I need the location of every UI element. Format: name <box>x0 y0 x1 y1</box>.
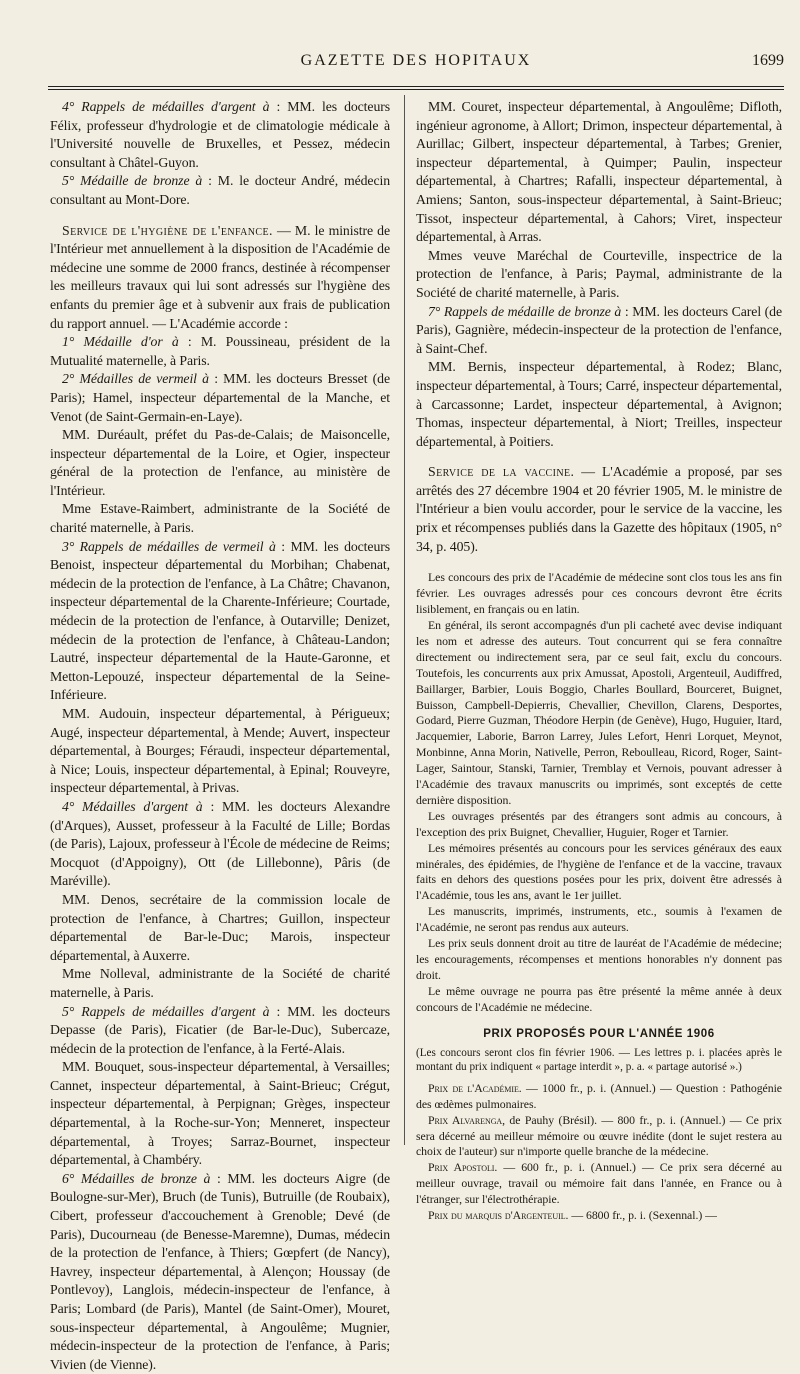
paragraph-label: 6° Médailles de bronze à <box>62 1170 211 1186</box>
paragraph-text: MM. Denos, secrétaire de la commission locale de protection de l'enfance, à Chartres; Guillon, inspecteur départemental de Bar-le-Duc; Marois, inspecteur départemental, à Auxerre. <box>50 891 390 963</box>
header-rule-top <box>48 86 784 87</box>
prize-text: — 600 fr., p. i. (Annuel.) — Ce prix sera décerné au meilleur ouvrage, travail ou mémoire fait dans l'année, en France ou à l'étranger, sur l'électrothérapie. <box>416 1160 782 1207</box>
right-column <box>416 98 782 1223</box>
section-heading: Service de l'hygiène de l'enfance. <box>62 222 273 238</box>
paragraph-text: Mme Estave-Raimbert, administrante de la Société de charité maternelle, à Paris. <box>50 501 390 536</box>
paragraph-text: : MM. les docteurs Carel (de Paris), Gagnière, médecin-inspecteur de la protection de l'enfance, à Saint-Chef. <box>416 303 782 356</box>
rule-paragraph: Le même ouvrage ne pourra pas être présenté la même année à deux concours de l'Académie ne médecine. <box>416 983 782 1014</box>
rule-paragraph: Les prix seuls donnent droit au titre de lauréat de l'Académie de médecine; les encouragements, récompenses et mentions honorables n'y donnent pas droit. <box>416 936 782 982</box>
left-column <box>50 98 391 1372</box>
rule-paragraph: Les mémoires présentés au concours pour les services généraux des eaux minérales, des épidémies, de l'hygiène de l'enfance et de la vaccine, travaux faits en dehors des questions posées pour les prix, doivent être adressés à l'Académie, tous les ans, avant le 1er juillet. <box>416 840 782 903</box>
paragraph-text: MM. Audouin, inspecteur départemental, à Périgueux; Augé, inspecteur départemental, à Mende; Auvert, inspecteur départemental, à Bourges; Féraudi, inspecteur départemental, à Nice; Louis, inspecteur départemental, à Epinal; Rouveyre, inspecteur départemental, à Privas. <box>50 706 390 796</box>
paragraph-label: 5° Médaille de bronze à <box>62 173 203 189</box>
prize-name: Prix de l'Académie. <box>428 1080 522 1095</box>
contest-rules <box>416 570 782 1015</box>
running-title: GAZETTE DES HOPITAUX <box>300 52 532 69</box>
paragraph-text: : MM. les docteurs Félix, professeur d'hydrologie et de climatologie médicale à l'Université nouvelle de Bruxelles, et Pessez, médecin consultant à Châtel-Guyon. <box>50 99 391 170</box>
section-heading: Service de la vaccine. <box>428 464 575 480</box>
prize-text: — 1000 fr., p. i. (Annuel.) — Question : Pathogénie des œdèmes pulmonaires. <box>416 1080 782 1111</box>
paragraph-label: 3° Rappels de médailles de vermeil à <box>62 538 276 554</box>
paragraph-label: 7° Rappels de médaille de bronze à <box>428 303 622 319</box>
page-header <box>48 52 784 76</box>
paragraph-text: — L'Académie a proposé, par ses arrêtés des 27 décembre 1904 et 20 février 1905, M. le ministre de l'Intérieur a bien voulu accorder, pour le service de la vaccine, les prix et récompenses publiés dans la Gazette des hôpitaux (1905, n° 34, p. 405). <box>416 464 782 554</box>
paragraph-label: 1° Médaille d'or à <box>62 334 179 350</box>
paragraph-text: MM. Duréault, préfet du Pas-de-Calais; de Maisoncelle, inspecteur départemental de la Loire, et Ogier, inspecteur général de la protection de l'enfance, au ministère de l'Intérieur. <box>50 427 390 498</box>
prize-name: Prix Alvarenga, <box>428 1112 506 1127</box>
rule-paragraph: Les manuscrits, imprimés, instruments, etc., soumis à l'examen de l'Académie, ne seront pas rendus aux auteurs. <box>416 904 782 935</box>
paragraph-text: : MM. les docteurs Benoist, inspecteur départemental du Morbihan; Chabenat, médecin de la protection de l'enfance, à La Châtre; Chavanon, inspecteur départemental de la Charente-Inférieure; Courtade, médecin de la protection de l'enfance, à Outarville; Denizet, médecin de la protection de l'enfance, à Château-Landon; Lautré, inspecteur départemental de la Haute-Garonne, et Metton-Lepouzé, inspecteur départemental de la Seine-Inférieure. <box>50 538 391 703</box>
paragraph-text: — M. le ministre de l'Intérieur met annuellement à la disposition de l'Académie de médecine une somme de 2000 francs, destinée à récompenser les meilleurs travaux qui lui sont adressés sur l'hygiène des enfants du premier âge et à subvenir aux frais de publication du rapport annuel. — L'Académie accorde : <box>50 222 390 331</box>
rule-paragraph: Les ouvrages présentés par des étrangers sont admis au concours, à l'exception des prix Buignet, Chevallier, Huguier, Roger et Tarnier. <box>416 808 782 839</box>
prizes-section-title: PRIX PROPOSÉS POUR L'ANNÉE 1906 <box>483 1027 715 1040</box>
paragraph-label: 5° Rappels de médailles d'argent à <box>62 1003 270 1019</box>
paragraph-text: : MM. les docteurs Depasse (de Paris), Ficatier (de Bar-le-Duc), Subercaze, médecin de la protection de l'enfance, à la Ferté-Alais. <box>50 1003 391 1056</box>
prize-name: Prix du marquis d'Argenteuil. <box>428 1208 569 1223</box>
paragraph-text: : MM. les docteurs Bresset (de Paris); Hamel, inspecteur départemental de la Manche, et Venot (de Saint-Germain-en-Laye). <box>50 371 390 424</box>
paragraph-text: : M. Poussineau, président de la Mutualité maternelle, à Paris. <box>50 334 390 368</box>
paragraph-text: MM. Couret, inspecteur départemental, à Angoulême; Difloth, ingénieur agronome, à Allort; Drimon, inspecteur départemental, à Aurillac; Gilbert, inspecteur départemental, à Tarbes; Grenier, inspecteur départemental, à Quimper; Paulin, inspecteur départemental, à Chartres; Rafalli, inspecteur départemental, à Amiens; Santon, sous-inspecteur départemental, à Saint-Brieuc; Tissot, inspecteur départemental, à Cahors; Viret, inspecteur départemental, à Arras. <box>416 99 782 245</box>
header-rule-bottom <box>48 89 784 90</box>
paragraph-label: 2° Médailles de vermeil à <box>62 371 209 387</box>
paragraph-text: : MM. les docteurs Aigre (de Boulogne-sur-Mer), Bruch (de Tunis), Butruille (de Roubaix), Cibert, professeur d'accouchement à Grenoble; Devé (de Paris), Ducourneau (de Benesse-Maremne), Dumas, médecin de la protection de l'enfance, à Thiers; Gœpfert (de Nancy), Havrey, inspecteur départemental, à Alençon; Houssay (de Pontlevoy), Langlois, médecin-inspecteur de l'enfance, à Paris; Lombard (de Paris), Mantel (de Saint-Omer), Mouret, sous-inspecteur départemental, à Angoulême; Mugnier, médecin-inspecteur de la protection de l'enfance, à Paris; Vivien (de Vienne). <box>50 1170 391 1372</box>
paragraph-text: Mmes veuve Maréchal de Courteville, inspectrice de la protection de l'enfance, à Paris; Paymal, administrante de la Société de charité maternelle, à Paris. <box>416 247 782 300</box>
paragraph-text: MM. Bernis, inspecteur départemental, à Rodez; Blanc, inspecteur départemental, à Tours; Carré, inspecteur départemental, à Carcassonne; Lardet, inspecteur départemental, à Avignon; Thomas, inspecteur départemental, à Niort; Treilles, inspecteur départemental, à Poitiers. <box>416 359 782 449</box>
column-divider <box>404 95 405 1145</box>
paragraph-label: 4° Rappels de médailles d'argent à <box>62 99 270 114</box>
paragraph-text: MM. Bouquet, sous-inspecteur départemental, à Versailles; Cannet, inspecteur départemental, à Saint-Brieuc; Crégut, inspecteur départemental, à Perpignan; Grèges, inspecteur départemental, à la Roche-sur-Yon; Menneret, inspecteur départemental, à Troyes; Sarraz-Bournet, inspecteur départemental, à Chambéry. <box>50 1059 390 1168</box>
paragraph-text: Mme Nolleval, administrante de la Société de charité maternelle, à Paris. <box>50 966 390 1000</box>
page-number: 1699 <box>752 52 784 69</box>
prize-text: de Pauhy (Brésil). — 800 fr., p. i. (Annuel.) — Ce prix sera décerné au meilleur mémoire ou œuvre inédite (dont le sujet restera au choix de l'auteur) sur n'importe quelle branche de la médecine. <box>416 1112 782 1159</box>
paragraph-text: : MM. les docteurs Alexandre (d'Arques), Ausset, professeur à la Faculté de Lille; Bordas (de Paris), Lajoux, professeur à l'École de médecine de Reims; Mocquot (d'Appoigny), Ott (de Lillebonne), Pâris (de Maréville). <box>50 798 390 889</box>
prize-name: Prix Apostoli. <box>428 1160 498 1175</box>
paragraph-text: : M. le docteur André, médecin consultant au Mont-Dore. <box>50 173 390 207</box>
rule-paragraph: Les concours des prix de l'Académie de médecine sont clos tous les ans fin février. Les ouvrages adressés pour ces concours devront être écrits lisiblement, en français ou en latin. <box>416 570 782 617</box>
rule-paragraph: En général, ils seront accompagnés d'un pli cacheté avec devise indiquant les nom et adresse des auteurs. Tout concurrent qui se fera connaître directement ou indirectement sera, par ce seul fait, exclu du concours. Toutefois, les concurrents aux prix Amussat, Apostoli, Argenteuil, Audiffred, Baillarger, Barbier, Louis Boggio, Charles Boullard, Bourceret, Buignet, Buisson, Campbell-Depierris, Chevallier, Chevillon, Clarens, Desportes, Godard, Pierre Guzman, Théodore Herpin (de Genève), Hugo, Huguier, Itard, Jacquemier, Laborie, Barron Larrey, Jules Lefort, Henri Lorquet, Meynot, Monbinne, Anna Morin, Nativelle, Perron, Reboulleau, Ricord, Roger, Saint-Lager, Saintour, Stanski, Tarnier, Tremblay et Vernois, pouvant adresser à l'Académie des travaux manuscrits ou imprimés, sont exceptés de cette dernière disposition. <box>416 617 782 807</box>
paragraph-label: 4° Médailles d'argent à <box>62 798 203 814</box>
prizes-note: (Les concours seront clos fin février 1906. — Les lettres p. i. placées après le montant du prix indiquent « partage interdit », p. a. « partage autorisé ».) <box>416 1046 782 1074</box>
prize-text: — 6800 fr., p. i. (Sexennal.) — <box>568 1208 717 1223</box>
